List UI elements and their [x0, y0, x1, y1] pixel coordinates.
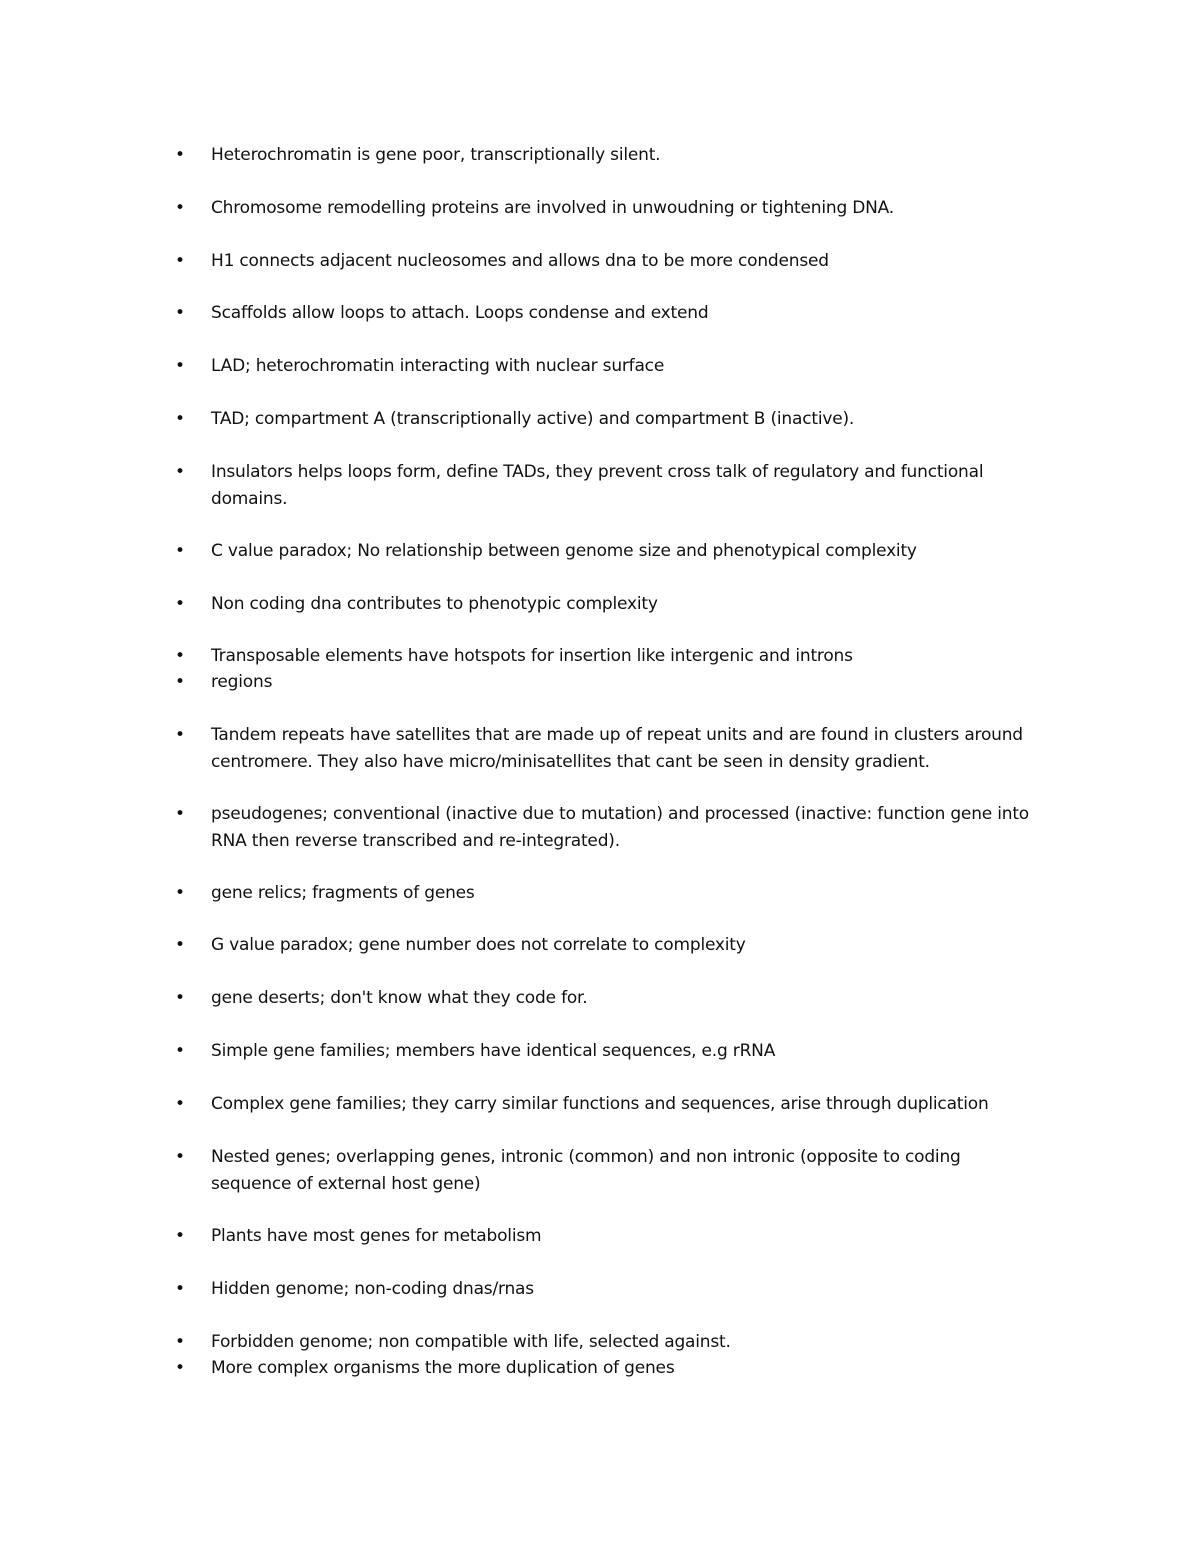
list-item: [175, 142, 1045, 169]
list-item-text: Plants have most genes for metabolism: [211, 1226, 542, 1246]
list-item: [175, 538, 1045, 565]
bullet-icon: •: [175, 1147, 185, 1167]
bullet-icon: •: [175, 1041, 185, 1061]
list-item-text: Transposable elements have hotspots for insertion like intergenic and introns: [211, 646, 853, 666]
list-item: [175, 880, 1045, 907]
list-item-text: regions: [211, 672, 273, 692]
list-item-text: gene relics; fragments of genes: [211, 883, 475, 903]
bullet-icon: •: [175, 594, 185, 614]
bullet-icon: •: [175, 988, 185, 1008]
list-item: [175, 1276, 1045, 1303]
list-item-text: Heterochromatin is gene poor, transcriptionally silent.: [211, 145, 661, 165]
list-item: [175, 1223, 1045, 1250]
list-item-text: Scaffolds allow loops to attach. Loops condense and extend: [211, 303, 709, 323]
list-item-text: LAD; heterochromatin interacting with nuclear surface: [211, 356, 665, 376]
list-item: [175, 669, 1045, 696]
bullet-icon: •: [175, 303, 185, 323]
bullet-icon: •: [175, 646, 185, 666]
list-item-text: Non coding dna contributes to phenotypic complexity: [211, 594, 658, 614]
list-item: [175, 801, 1045, 854]
list-item-text: Nested genes; overlapping genes, intronic (common) and non intronic (opposite to coding sequence of external host gene): [211, 1147, 961, 1194]
list-item-text: Hidden genome; non-coding dnas/rnas: [211, 1279, 534, 1299]
list-item-text: More complex organisms the more duplication of genes: [211, 1358, 675, 1378]
list-item-text: Forbidden genome; non compatible with life, selected against.: [211, 1332, 731, 1352]
bullet-icon: •: [175, 883, 185, 903]
bullet-icon: •: [175, 1332, 185, 1352]
list-item: [175, 195, 1045, 222]
bullet-icon: •: [175, 1358, 185, 1378]
list-item: [175, 300, 1045, 327]
list-item: [175, 932, 1045, 959]
list-item: [175, 643, 1045, 670]
bullet-icon: •: [175, 935, 185, 955]
list-item-text: Insulators helps loops form, define TADs, they prevent cross talk of regulatory and functional domains.: [211, 462, 984, 509]
bullet-icon: •: [175, 1279, 185, 1299]
list-item: [175, 1091, 1045, 1118]
list-item: [175, 406, 1045, 433]
bullet-icon: •: [175, 1226, 185, 1246]
list-item-text: gene deserts; don't know what they code for.: [211, 988, 588, 1008]
bullet-icon: •: [175, 356, 185, 376]
list-item-text: H1 connects adjacent nucleosomes and allows dna to be more condensed: [211, 251, 829, 271]
list-item-text: C value paradox; No relationship between genome size and phenotypical complexity: [211, 541, 917, 561]
bullet-icon: •: [175, 409, 185, 429]
bullet-icon: •: [175, 198, 185, 218]
list-item: [175, 985, 1045, 1012]
list-item-text: Chromosome remodelling proteins are involved in unwoudning or tightening DNA.: [211, 198, 894, 218]
list-item: [175, 591, 1045, 618]
list-item: [175, 1355, 1045, 1382]
bullet-icon: •: [175, 1094, 185, 1114]
bullet-icon: •: [175, 145, 185, 165]
list-item: [175, 248, 1045, 275]
bullet-icon: •: [175, 725, 185, 745]
list-item: [175, 353, 1045, 380]
list-item-text: G value paradox; gene number does not correlate to complexity: [211, 935, 746, 955]
list-item-text: Tandem repeats have satellites that are made up of repeat units and are found in clusters around centromere. They also have micro/minisatellites that cant be seen in density gradient.: [211, 725, 1023, 772]
list-item-text: Simple gene families; members have identical sequences, e.g rRNA: [211, 1041, 776, 1061]
bullet-icon: •: [175, 804, 185, 824]
list-item: [175, 1329, 1045, 1356]
list-item: [175, 722, 1045, 775]
bullet-icon: •: [175, 541, 185, 561]
list-item-text: TAD; compartment A (transcriptionally active) and compartment B (inactive).: [211, 409, 855, 429]
list-item-text: pseudogenes; conventional (inactive due to mutation) and processed (inactive: function gene into RNA then reverse transcribed and re-integrated).: [211, 804, 1029, 851]
list-item: [175, 1144, 1045, 1197]
list-item-text: Complex gene families; they carry similar functions and sequences, arise through duplication: [211, 1094, 989, 1114]
list-item: [175, 1038, 1045, 1065]
bullet-icon: •: [175, 672, 185, 692]
list-item: [175, 459, 1045, 512]
bullet-icon: •: [175, 462, 185, 482]
bullet-icon: •: [175, 251, 185, 271]
